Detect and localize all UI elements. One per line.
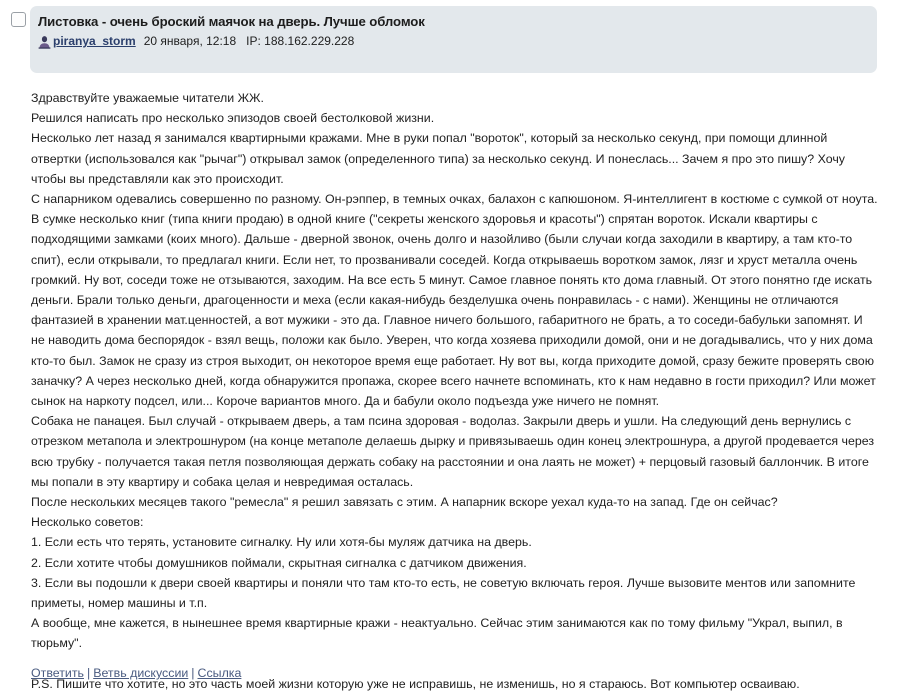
post-paragraph: С напарником одевались совершенно по разному. Он-рэппер, в темных очках, балахон с капюшоном. Я-интеллигент в костюме с сумкой от ноута. В сумке несколько книг (типа книги продаю) в одной книге ("секреты женского здоровья и красоты") спрятан вороток. Искали квартиры с подходящими замками (коих много). Дальше - дверной звонок, очень долго и назойливо (были случаи когда заходили в квартиру, а там кто-то спит), если открывали, то предлагал книги. Если нет, то прозванивали соседей. Когда открываешь воротком замок, лязг и хруст металла очень громкий. Ну вот, соседи тоже не отзываются, заходим. На все есть 5 минут. Самое главное понять кто дома главный. От этого понятно где искать деньги. Брали только деньги, драгоценности и меха (если какая-нибудь безделушка очень понравилась - с нами). Женщины не отличаются фантазией в хранении мат.ценностей, а вот мужики - это да. Главное ничего большого, габаритного не брать, а то соседи-бабульки запомнят. И не наводить дома беспорядок - взял вещь, положи как было. Уверен, что когда хозяева приходили домой, они и не догадывались, что у них дома кто-то был. Замок не сразу из строя выходит, он некоторое время еще работает. Ну вот вы, когда приходите домой, сразу бежите проверять свою заначку? А через несколько дней, когда обнаружится пропажа, скорее всего начнете вспоминать, кто к нам недавно в гости приходил? Или может сынок на наркоту подсел, или... Короче вариантов много. Да и бабули около подъезда уже ничего не помнят. — [31, 192, 878, 409]
post-body — [31, 88, 879, 694]
post-paragraph: Несколько советов: — [31, 515, 144, 530]
user-icon — [38, 35, 51, 49]
footer-separator: | — [191, 666, 195, 680]
post-postscript: P.S. Пишите что хотите, но это часть моей жизни которую уже не исправишь, не изменишь, но я стараюсь. Вот компьютер осваиваю. — [31, 676, 800, 691]
post-ip-address: IP: 188.162.229.228 — [246, 34, 355, 48]
thread-link[interactable]: Ветвь дискуссии — [93, 666, 189, 680]
post-header — [30, 6, 877, 73]
post-advice-item: 3. Если вы подошли к двери своей квартиры и поняли что там кто-то есть, не советую включать героя. Лучше вызовите ментов или запомните приметы, номер машины и т.п. — [31, 575, 856, 611]
post-advice-item: 2. Если хотите чтобы домушников поймали, скрытная сигналка с датчиком движения. — [31, 555, 527, 570]
post-byline — [38, 33, 877, 49]
post-date: 20 января, 12:18 — [143, 34, 237, 48]
post-paragraph: После нескольких месяцев такого "ремесла" я решил завязать с этим. А напарник вскоре уехал куда-то на запад. Где он сейчас? — [31, 495, 778, 510]
post-paragraph: Решился написать про несколько эпизодов своей бестолковой жизни. — [31, 111, 435, 126]
post-footer-links — [31, 665, 241, 682]
footer-separator: | — [86, 666, 91, 680]
post-advice-item: 1. Если есть что терять, установите сигналку. Ну или хотя-бы муляж датчика на дверь. — [31, 535, 532, 550]
author-username-link[interactable]: piranya_storm — [53, 34, 136, 48]
post-paragraph: Собака не панацея. Был случай - открываем дверь, а там псина здоровая - водолаз. Закрыли дверь и ушли. На следующий день вернулись с отрезком метапола и электрошнуром (на конце метаполе делаешь дырку и привязываешь один конец электрошнура, а другой продевается через всю трубку - получается такая петля позволяющая держать собаку на расстоянии и она лаять не может) + перцовый газовый баллончик. В итоге мы попали в эту квартиру и собака целая и невредимая осталась. — [31, 414, 875, 489]
post-subject: Листовка - очень броский маячок на дверь. Лучше обломок — [38, 14, 425, 29]
reply-link[interactable]: Ответить — [31, 666, 84, 680]
post-paragraph: А вообще, мне кажется, в нынешнее время квартирные кражи - неактуально. Сейчас этим занимаются как по тому фильму "Украл, выпил, в тюрьму". — [31, 616, 843, 651]
post-paragraph: Здравствуйте уважаемые читатели ЖЖ. — [31, 91, 264, 105]
permalink-link[interactable]: Ссылка — [197, 666, 242, 680]
post-paragraph: Несколько лет назад я занимался квартирными кражами. Мне в руки попал "вороток", который за несколько секунд, при помощи длинной отвертки (использовался как "рычаг") открывал замок (определенного типа) за несколько секунд. И понеслась... Зачем я про это пишу? Хочу чтобы вы представляли как это происходит. — [31, 131, 845, 186]
select-checkbox[interactable] — [11, 12, 26, 27]
